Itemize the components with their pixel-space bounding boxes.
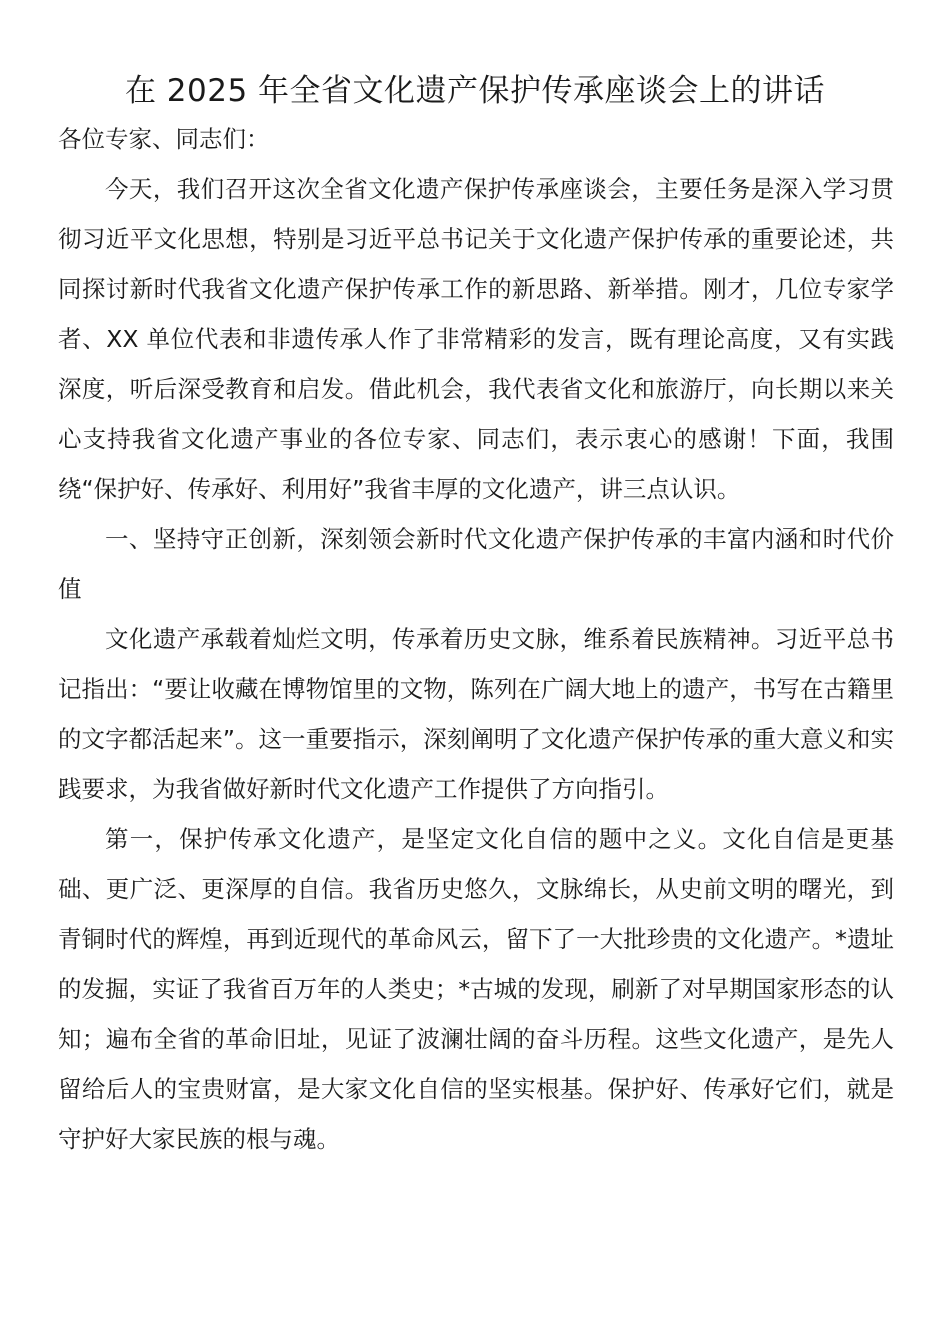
paragraph-first-point: 第一，保护传承文化遗产，是坚定文化自信的题中之义。文化自信是更基础、更广泛、更深厚的自信。我省历史悠久，文脉绵长，从史前文明的曙光，到青铜时代的辉煌，再到近现代的革命风云，留下了一大批珍贵的文化遗产。*遗址的发掘，实证了我省百万年的人类史；*古城的发现，刷新了对早期国家形态的认知；遍布全省的革命旧址，见证了波澜壮阔的奋斗历程。这些文化遗产，是先人留给后人的宝贵财富，是大家文化自信的坚实根基。保护好、传承好它们，就是守护好大家民族的根与魂。 xyxy=(58,825,894,1153)
paragraph-opening: 今天，我们召开这次全省文化遗产保护传承座谈会，主要任务是深入学习贯彻习近平文化思想，特别是习近平总书记关于文化遗产保护传承的重要论述，共同探讨新时代我省文化遗产保护传承工作的新思路、新举措。刚才，几位专家学者、XX 单位代表和非遗传承人作了非常精彩的发言，既有理论高度，又有实践深度，听后深受教育和启发。借此机会，我代表省文化和旅游厅，向长期以来关心支持我省文化遗产事业的各位专家、同志们，表示衷心的感谢！下面，我围绕“保护好、传承好、利用好”我省丰厚的文化遗产，讲三点认识。 xyxy=(58,175,894,503)
salutation: 各位专家、同志们： xyxy=(58,125,270,153)
document-title: 在 2025 年全省文化遗产保护传承座谈会上的讲话 xyxy=(124,73,826,109)
document-body xyxy=(58,114,894,1164)
paragraph-section-1-intro: 文化遗产承载着灿烂文明，传承着历史文脉，维系着民族精神。习近平总书记指出：“要让收藏在博物馆里的文物，陈列在广阔大地上的遗产，书写在古籍里的文字都活起来”。这一重要指示，深刻阐明了文化遗产保护传承的重大意义和实践要求，为我省做好新时代文化遗产工作提供了方向指引。 xyxy=(58,625,894,803)
section-heading-1: 一、坚持守正创新，深刻领会新时代文化遗产保护传承的丰富内涵和时代价值 xyxy=(58,525,894,603)
